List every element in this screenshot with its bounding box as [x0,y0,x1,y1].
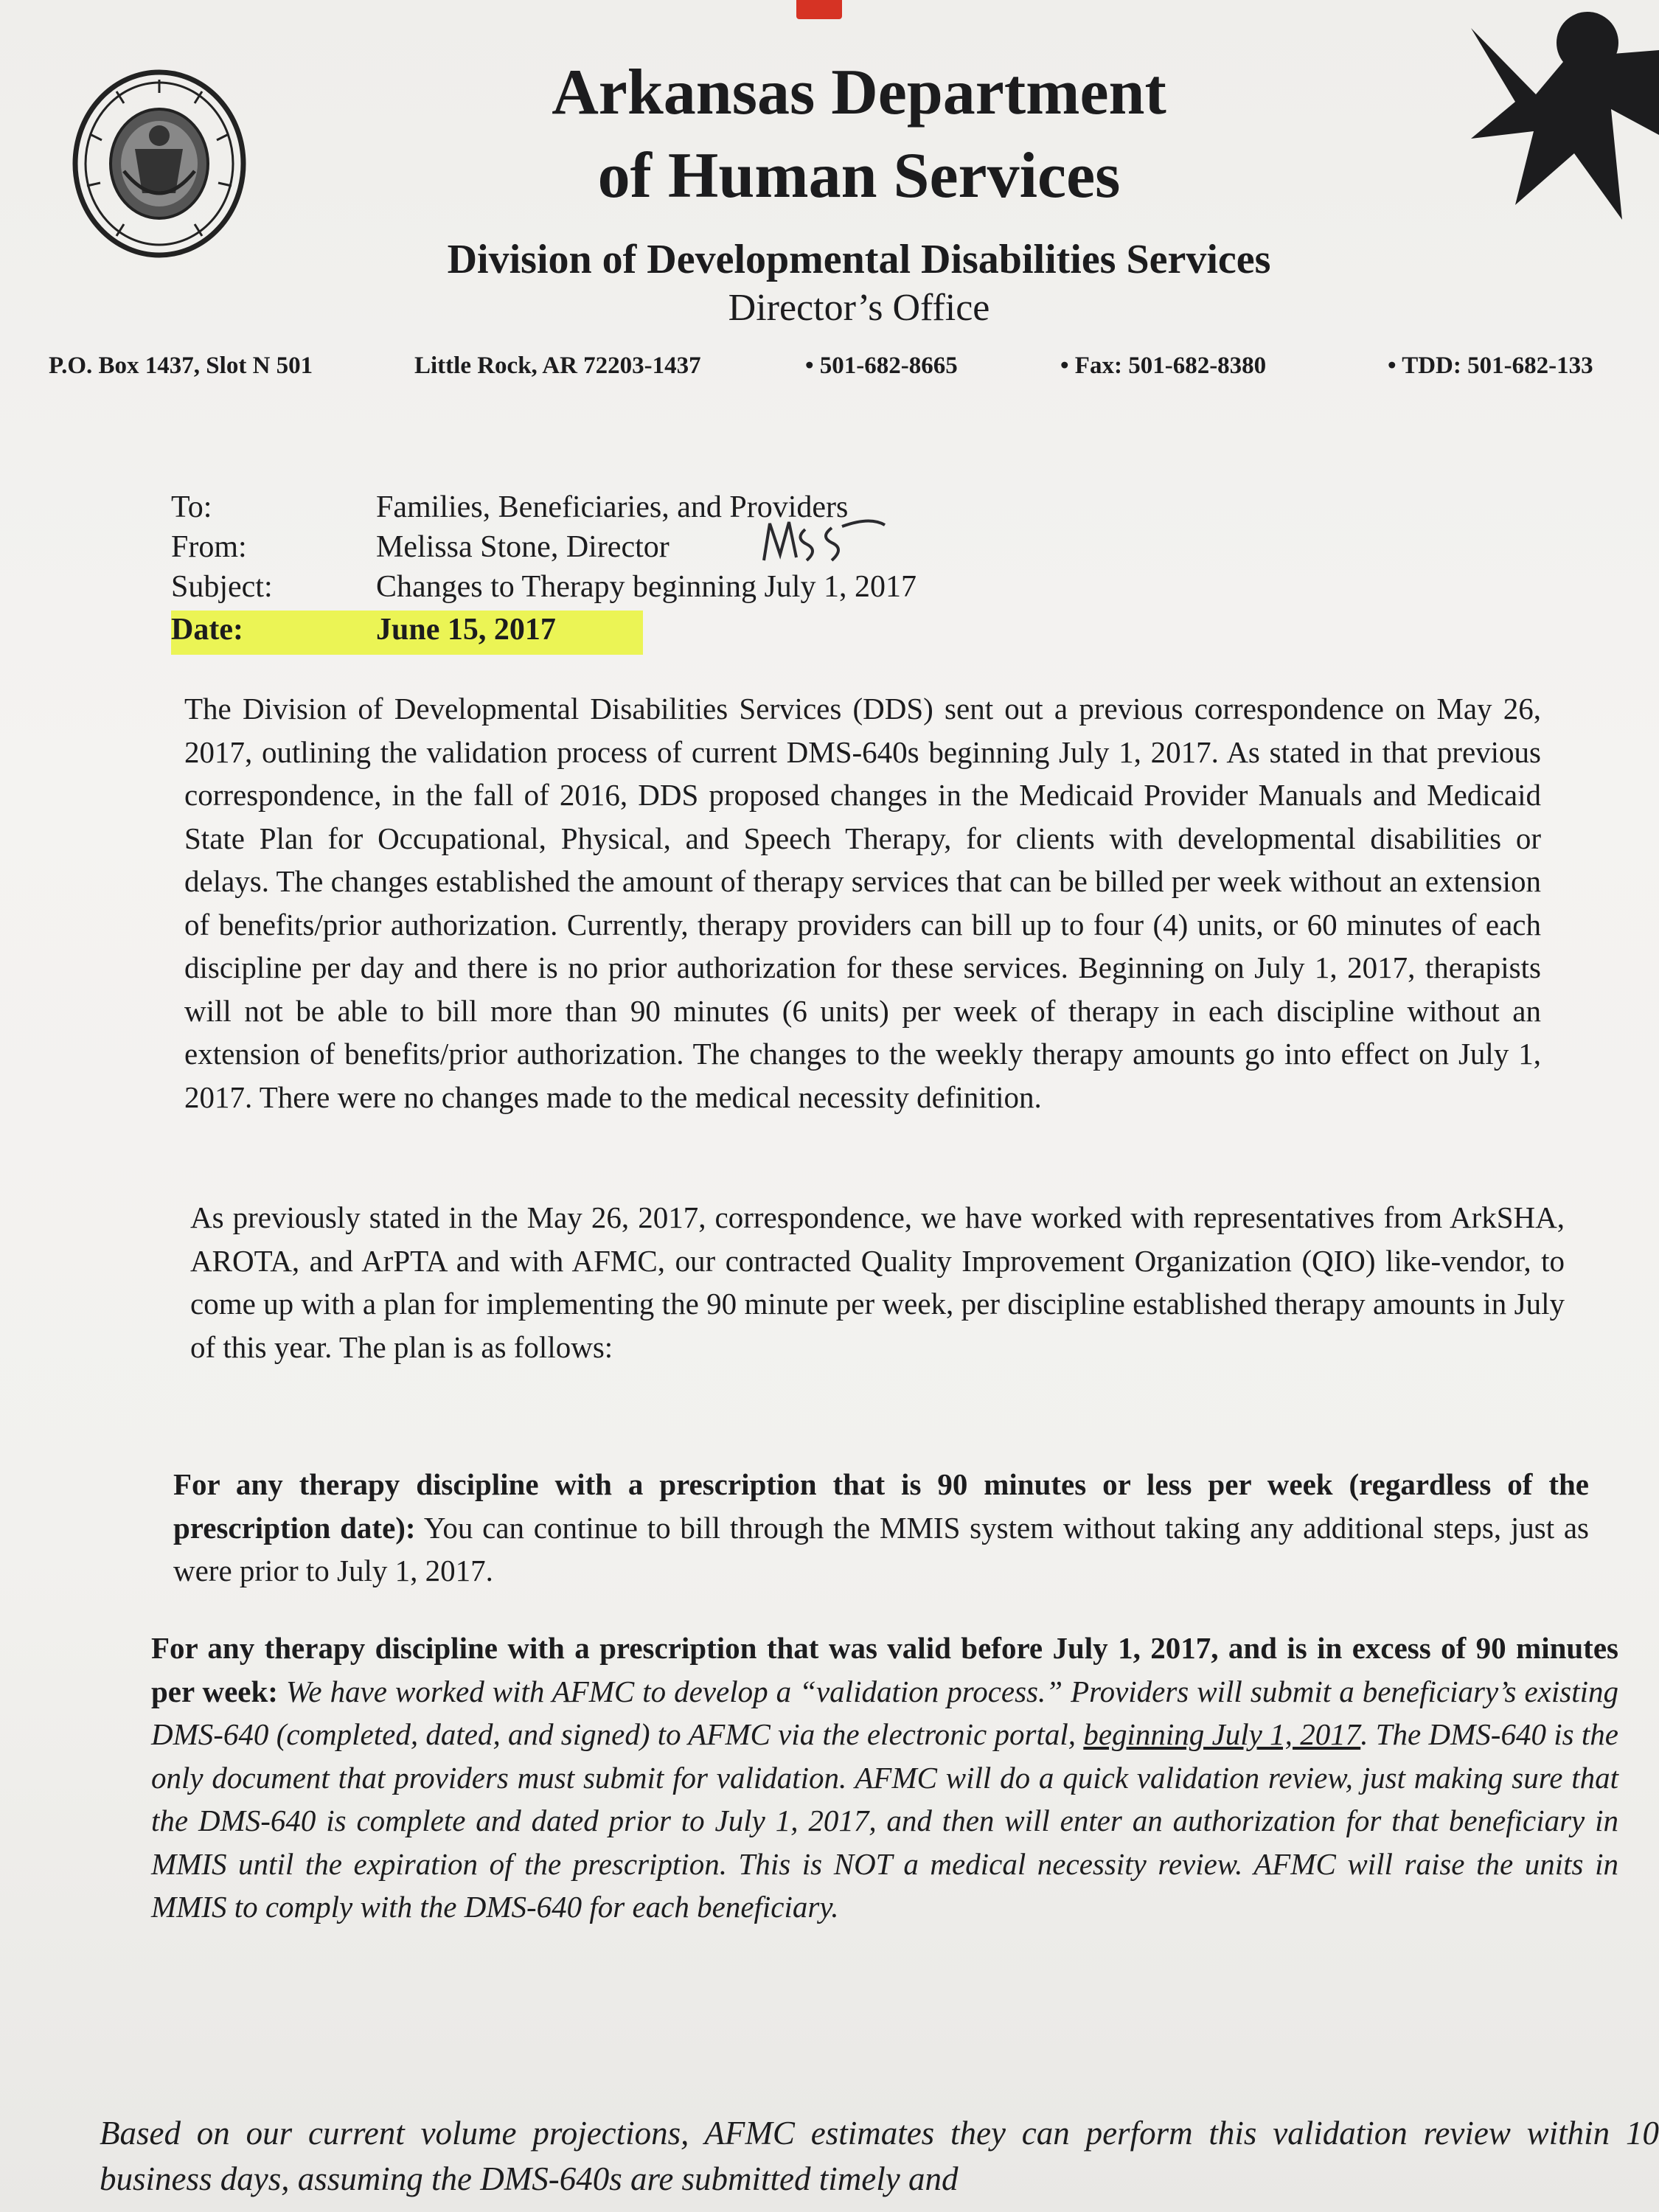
paragraph-volume-projections: Based on our current volume projections, AFMC estimates they can perform this validation review within 10 business days, assuming the DMS-640s are submitted timely and [100,2115,1659,2197]
city-address: Little Rock, AR 72203-1437 [414,352,701,379]
agency-name-line2: of Human Services [597,140,1121,212]
division-name: Division of Developmental Disabilities Services [447,237,1271,282]
p4-text-b: . The DMS-640 is the only document that providers must submit for validation. AFMC will do a quick validation review, just making sure that the DMS-640 is complete and dated prior to July 1, 2017, and then will enter an authorization for that beneficiary in MMIS until the expiration of the prescription. This is NOT a medical necessity review. AFMC will raise the units in MMIS to comply with the DMS-640 for each beneficiary. [151,1717,1618,1924]
memo-subject-row [171,569,917,605]
to-label: To: [171,490,212,524]
paragraph-validation-process [151,1627,1618,1929]
paragraph-90-minutes-or-less [173,1463,1589,1593]
paper-clip [796,0,842,19]
memo-date-row [171,612,556,647]
p4-text-a: We have worked with AFMC to develop a “validation process.” Providers will submit a beneficiary’s existing DMS-640 (completed, dated, and signed) to AFMC via the electronic portal, [151,1674,1619,1751]
p3-text: You can continue to bill through the MMIS system without taking any additional steps, just as were prior to July 1, 2017. [173,1510,1590,1587]
p4-underlined-date: beginning July 1, 2017 [1083,1717,1361,1751]
fax-number: • Fax: 501-682-8380 [1060,352,1267,379]
p4-heading: For any therapy discipline with a prescription that was valid before July 1, 2017, and is in excess of 90 minutes per week: [151,1631,1618,1708]
to-value: Families, Beneficiaries, and Providers [376,490,849,524]
office-name: Director’s Office [728,287,990,329]
director-initials-signature-icon [759,509,892,568]
subject-label: Subject: [171,570,273,604]
paragraph-plan-intro: As previously stated in the May 26, 2017, correspondence, we have worked with representatives from ArkSHA, AROTA, and ArPTA and with AFMC, our contracted Quality Improvement Organization (QIO) like-vendor, to come up with a plan for implementing the 90 minute per week, per discipline established therapy amounts in July of this year. The plan is as follows: [190,1200,1565,1364]
memo-to-row [171,490,848,525]
date-label: Date: [171,613,243,647]
p3-heading: For any therapy discipline with a prescription that is 90 minutes or less per week (regardless of the prescription date): [173,1467,1589,1545]
po-box: P.O. Box 1437, Slot N 501 [49,352,313,379]
date-value: June 15, 2017 [376,613,556,647]
tdd-number: • TDD: 501-682-133 [1388,352,1593,379]
from-label: From: [171,530,247,564]
memo-from-row [171,529,669,565]
phone-number: • 501-682-8665 [805,352,958,379]
agency-name-line1: Arkansas Department [552,57,1166,128]
from-value: Melissa Stone, Director [376,530,669,564]
paragraph-background: The Division of Developmental Disabilities Services (DDS) sent out a previous correspondence on May 26, 2017, outlining the validation process of current DMS-640s beginning July 1, 2017. As stated in that previous correspondence, in the fall of 2016, DDS proposed changes in the Medicaid Provider Manuals and Medicaid State Plan for Occupational, Physical, and Speech Therapy, for clients with developmental disabilities or delays. The changes established the amount of therapy services that can be billed per week without an extension of benefits/prior authorization. Currently, therapy providers can bill up to four (4) units, or 60 minutes of each discipline per day and there is no prior authorization for these services. Beginning on July 1, 2017, therapists will not be able to bill more than 90 minutes (6 units) per week of therapy in each discipline without an extension of benefits/prior authorization. The changes to the weekly therapy amounts go into effect on July 1, 2017. There were no changes made to the medical necessity definition. [184,692,1541,1114]
subject-value: Changes to Therapy beginning July 1, 2017 [376,570,917,604]
